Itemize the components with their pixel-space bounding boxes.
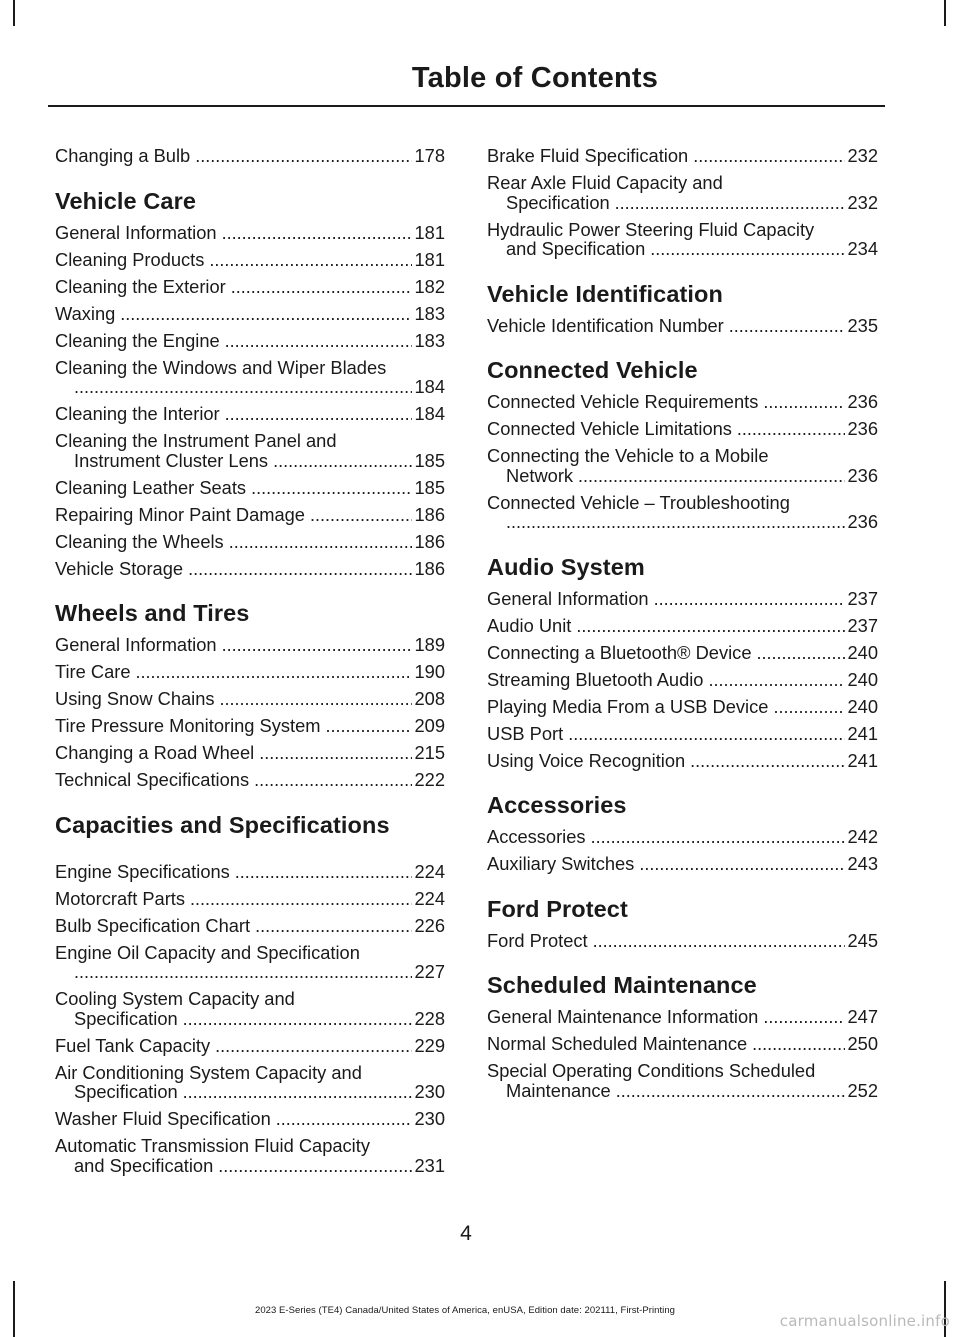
entry-page-number: 241 [847, 749, 878, 771]
toc-entry[interactable] [55, 304, 445, 325]
dot-leader [591, 828, 846, 848]
entry-page-number: 182 [414, 275, 445, 297]
entry-title: Connecting a Bluetooth® Device [487, 641, 752, 663]
toc-entry[interactable] [55, 146, 445, 167]
entry-title: Maintenance [506, 1079, 611, 1101]
entry-title: Connected Vehicle Limitations [487, 418, 732, 439]
entry-title: Vehicle Storage [55, 557, 184, 579]
entry-title: Audio Unit [487, 614, 572, 636]
entry-page-number: 236 [847, 391, 878, 412]
toc-entry[interactable] [55, 1136, 445, 1176]
entry-title: Cleaning the Instrument Panel and [55, 430, 337, 451]
toc-entry[interactable] [487, 616, 878, 637]
dot-leader [615, 194, 846, 214]
entry-title: Specification [74, 1007, 178, 1029]
toc-section-continued [55, 146, 445, 167]
dot-leader [757, 644, 846, 664]
dot-leader [273, 452, 412, 472]
entry-title: Auxiliary Switches [487, 853, 635, 874]
entry-page-number: 234 [847, 238, 878, 259]
toc-entry[interactable] [55, 1109, 445, 1130]
crop-mark-bottom-left [13, 1281, 15, 1337]
entry-page-number: 230 [414, 1108, 445, 1129]
entry-title: Connecting the Vehicle to a Mobile [487, 445, 769, 466]
toc-entry[interactable] [487, 493, 878, 533]
toc-entry[interactable] [55, 505, 445, 526]
entry-title: Network [506, 464, 574, 486]
entry-title: Engine Oil Capacity and Specification [55, 941, 360, 963]
dot-leader [222, 636, 413, 656]
toc-entry[interactable] [487, 751, 878, 772]
toc-entry[interactable] [55, 223, 445, 244]
toc-entry[interactable] [55, 943, 445, 983]
toc-entry[interactable] [487, 146, 878, 167]
toc-section-continued [487, 146, 878, 260]
entry-title: Connected Vehicle – Troubleshooting [487, 491, 790, 513]
dot-leader [576, 617, 845, 637]
toc-entry[interactable] [487, 316, 878, 337]
dot-leader [188, 560, 412, 580]
dot-leader [578, 467, 845, 487]
toc-entry[interactable] [487, 419, 878, 440]
entry-page-number: 236 [847, 418, 878, 439]
entry-page-number: 224 [414, 887, 445, 909]
toc-entry[interactable] [55, 331, 445, 352]
entry-title: Washer Fluid Specification [55, 1108, 271, 1129]
section-heading: Vehicle Care [55, 187, 196, 214]
dot-leader [190, 890, 412, 910]
dot-leader [209, 251, 412, 271]
dot-leader [650, 240, 845, 260]
section-heading: Wheels and Tires [55, 600, 250, 626]
entry-page-number: 230 [414, 1081, 445, 1102]
toc-entry[interactable] [487, 1034, 878, 1055]
entry-page-number: 186 [414, 503, 445, 525]
entry-title: Bulb Specification Chart [55, 914, 251, 936]
entry-title: Cleaning Products [55, 248, 205, 270]
toc-entry[interactable] [55, 277, 445, 298]
toc-entry[interactable] [55, 478, 445, 499]
section-heading: Ford Protect [487, 895, 628, 922]
dot-leader [616, 1082, 846, 1102]
dot-leader [183, 1010, 413, 1030]
entry-page-number: 240 [847, 695, 878, 717]
entry-title: Waxing [55, 302, 116, 324]
dot-leader [310, 506, 413, 526]
entry-title: Tire Pressure Monitoring System [55, 715, 321, 736]
entry-page-number: 186 [414, 557, 445, 579]
toc-entry[interactable] [55, 989, 445, 1029]
entry-title: Tire Care [55, 661, 131, 682]
dot-leader [255, 917, 412, 937]
header-rule [48, 105, 885, 107]
entry-title: Using Snow Chains [55, 688, 215, 709]
section-heading: Scheduled Maintenance [487, 972, 757, 998]
dot-leader [737, 420, 846, 440]
entry-title: Engine Specifications [55, 860, 230, 882]
toc-entry[interactable] [55, 559, 445, 580]
entry-title: Motorcraft Parts [55, 887, 186, 909]
dot-leader [183, 1083, 413, 1103]
dot-leader [693, 147, 845, 167]
dot-leader [254, 771, 412, 791]
toc-entry[interactable] [55, 916, 445, 937]
dot-leader [639, 855, 845, 875]
entry-title: Automatic Transmission Fluid Capacity [55, 1135, 370, 1156]
toc-entry[interactable] [55, 431, 445, 471]
entry-page-number: 236 [847, 464, 878, 486]
toc-entry[interactable] [487, 1007, 878, 1028]
entry-page-number: 181 [414, 248, 445, 270]
dot-leader [593, 932, 846, 952]
toc-section-vehicle-care [55, 187, 445, 580]
watermark: carmanualsonline.info [779, 1312, 950, 1330]
entry-page-number: 209 [414, 715, 445, 736]
entry-title: Playing Media From a USB Device [487, 695, 769, 717]
entry-page-number: 228 [414, 1007, 445, 1029]
toc-entry[interactable] [487, 697, 878, 718]
entry-page-number: 181 [414, 221, 445, 243]
dot-leader [690, 752, 845, 772]
toc-entry[interactable] [55, 716, 445, 737]
entry-page-number: 242 [847, 826, 878, 847]
entry-title: Technical Specifications [55, 769, 250, 790]
dot-leader [229, 533, 413, 553]
entry-page-number: 222 [414, 769, 445, 790]
dot-leader [752, 1035, 845, 1055]
entry-title: Special Operating Conditions Scheduled [487, 1060, 816, 1081]
entry-page-number: 236 [847, 511, 878, 532]
toc-entry[interactable] [487, 1061, 878, 1101]
entry-page-number: 245 [847, 929, 878, 951]
entry-page-number: 183 [414, 302, 445, 324]
toc-entry[interactable] [55, 358, 445, 398]
entry-title: General Maintenance Information [487, 1006, 759, 1027]
section-heading: Capacities and Specifications [55, 811, 390, 838]
toc-entry[interactable] [487, 931, 878, 952]
toc-entry[interactable] [55, 532, 445, 553]
dot-leader [120, 305, 412, 325]
toc-section-wheels-and-tires [55, 599, 445, 791]
entry-title: Fuel Tank Capacity [55, 1034, 211, 1056]
section-heading: Accessories [487, 792, 627, 818]
toc-entry[interactable] [487, 220, 878, 260]
toc-entry[interactable] [487, 446, 878, 486]
page-title: Table of Contents [411, 62, 659, 94]
dot-leader [729, 317, 846, 337]
toc-entry[interactable] [487, 670, 878, 691]
toc-entry[interactable] [487, 827, 878, 848]
toc-entry[interactable] [55, 250, 445, 271]
entry-title: Brake Fluid Specification [487, 145, 689, 166]
toc-section-connected-vehicle [487, 356, 878, 533]
dot-leader [654, 590, 846, 610]
entry-title: and Specification [506, 238, 646, 259]
toc-entry[interactable] [487, 724, 878, 745]
entry-page-number: 208 [414, 688, 445, 709]
section-heading: Connected Vehicle [487, 357, 698, 383]
section-heading: Vehicle Identification [487, 280, 723, 307]
entry-title: Streaming Bluetooth Audio [487, 668, 704, 690]
toc-entry[interactable] [55, 889, 445, 910]
entry-page-number: 231 [414, 1154, 445, 1176]
dot-leader [251, 479, 412, 499]
entry-page-number: 237 [847, 614, 878, 636]
entry-page-number: 189 [414, 634, 445, 655]
section-heading: Audio System [487, 553, 645, 580]
dot-leader [225, 405, 413, 425]
toc-entry[interactable] [55, 1063, 445, 1103]
crop-mark-top-left [13, 0, 15, 26]
entry-page-number: 237 [847, 587, 878, 609]
entry-page-number: 250 [847, 1033, 878, 1054]
entry-title: Instrument Cluster Lens [74, 449, 269, 471]
dot-leader [74, 378, 412, 398]
entry-title: Cooling System Capacity and [55, 988, 295, 1009]
entry-title: Cleaning the Wheels [55, 530, 224, 552]
entry-page-number: 183 [414, 329, 445, 351]
toc-entry[interactable] [487, 589, 878, 610]
dot-leader [235, 863, 413, 883]
entry-page-number: 227 [414, 961, 445, 982]
crop-mark-top-right [944, 0, 946, 26]
dot-leader [568, 725, 845, 745]
entry-title: Air Conditioning System Capacity and [55, 1061, 362, 1083]
entry-page-number: 241 [847, 722, 878, 744]
entry-page-number: 178 [414, 145, 445, 166]
page-number: 4 [460, 1222, 472, 1245]
toc-section-vehicle-identification [487, 280, 878, 337]
dot-leader [763, 1008, 845, 1028]
entry-page-number: 186 [414, 530, 445, 552]
toc-section-audio-system [487, 553, 878, 772]
edition-footer: 2023 E-Series (TE4) Canada/United States of America, enUSA, Edition date: 202111, First-Printing [254, 1305, 676, 1316]
entry-title: Repairing Minor Paint Damage [55, 503, 305, 525]
entry-title: Cleaning Leather Seats [55, 476, 247, 498]
toc-entry[interactable] [55, 770, 445, 791]
entry-page-number: 252 [847, 1079, 878, 1101]
toc-section-accessories [487, 791, 878, 875]
toc-right-column [487, 146, 878, 1108]
toc-entry[interactable] [55, 743, 445, 764]
entry-page-number: 185 [414, 449, 445, 471]
entry-page-number: 240 [847, 668, 878, 690]
entry-title: General Information [487, 587, 649, 609]
entry-page-number: 224 [414, 860, 445, 882]
toc-entry[interactable] [487, 643, 878, 664]
dot-leader [259, 744, 412, 764]
dot-leader [708, 671, 845, 691]
entry-title: Cleaning the Engine [55, 329, 220, 351]
entry-title: Specification [74, 1081, 178, 1102]
dot-leader [225, 332, 413, 352]
dot-leader [220, 690, 413, 710]
entry-title: Vehicle Identification Number [487, 314, 724, 336]
toc-section-scheduled-maintenance [487, 971, 878, 1101]
entry-page-number: 226 [414, 914, 445, 936]
toc-entry[interactable] [55, 404, 445, 425]
toc-entry[interactable] [55, 862, 445, 883]
entry-page-number: 232 [847, 191, 878, 213]
dot-leader [218, 1157, 412, 1177]
entry-title: Changing a Road Wheel [55, 742, 255, 763]
entry-title: Specification [506, 191, 610, 213]
entry-title: Accessories [487, 826, 586, 847]
entry-page-number: 243 [847, 853, 878, 874]
entry-title: Normal Scheduled Maintenance [487, 1033, 748, 1054]
entry-page-number: 185 [414, 476, 445, 498]
dot-leader [326, 717, 413, 737]
entry-title: Cleaning the Windows and Wiper Blades [55, 356, 387, 378]
entry-title: Changing a Bulb [55, 145, 191, 166]
dot-leader [231, 278, 413, 298]
toc-entry[interactable] [487, 854, 878, 875]
entry-title: Ford Protect [487, 929, 588, 951]
toc-entry[interactable] [55, 635, 445, 656]
entry-page-number: 247 [847, 1006, 878, 1027]
dot-leader [276, 1110, 413, 1130]
toc-section-ford-protect [487, 895, 878, 952]
toc-entry[interactable] [55, 689, 445, 710]
entry-title: Connected Vehicle Requirements [487, 391, 759, 412]
entry-page-number: 184 [414, 376, 445, 397]
entry-title: and Specification [74, 1154, 214, 1176]
dot-leader [763, 393, 845, 413]
toc-entry[interactable] [487, 173, 878, 213]
toc-entry[interactable] [55, 662, 445, 683]
entry-page-number: 190 [414, 661, 445, 682]
entry-title: Hydraulic Power Steering Fluid Capacity [487, 218, 815, 240]
dot-leader [136, 663, 413, 683]
entry-title: Rear Axle Fluid Capacity and [487, 172, 723, 193]
entry-page-number: 240 [847, 641, 878, 663]
dot-leader [215, 1037, 412, 1057]
entry-title: Cleaning the Interior [55, 403, 220, 424]
dot-leader [195, 147, 412, 167]
entry-page-number: 184 [414, 403, 445, 424]
entry-page-number: 229 [414, 1034, 445, 1056]
toc-left-column [55, 146, 445, 1183]
entry-page-number: 235 [847, 314, 878, 336]
dot-leader [74, 963, 412, 983]
dot-leader [222, 224, 413, 244]
dot-leader [773, 698, 845, 718]
entry-page-number: 232 [847, 145, 878, 166]
toc-entry[interactable] [487, 392, 878, 413]
entry-title: General Information [55, 221, 217, 243]
entry-title: General Information [55, 634, 217, 655]
dot-leader [506, 513, 845, 533]
toc-entry[interactable] [55, 1036, 445, 1057]
entry-title: Cleaning the Exterior [55, 275, 226, 297]
toc-section-capacities-and-specifications [55, 811, 445, 1177]
entry-page-number: 215 [414, 742, 445, 763]
entry-title: Using Voice Recognition [487, 749, 686, 771]
entry-title: USB Port [487, 722, 564, 744]
